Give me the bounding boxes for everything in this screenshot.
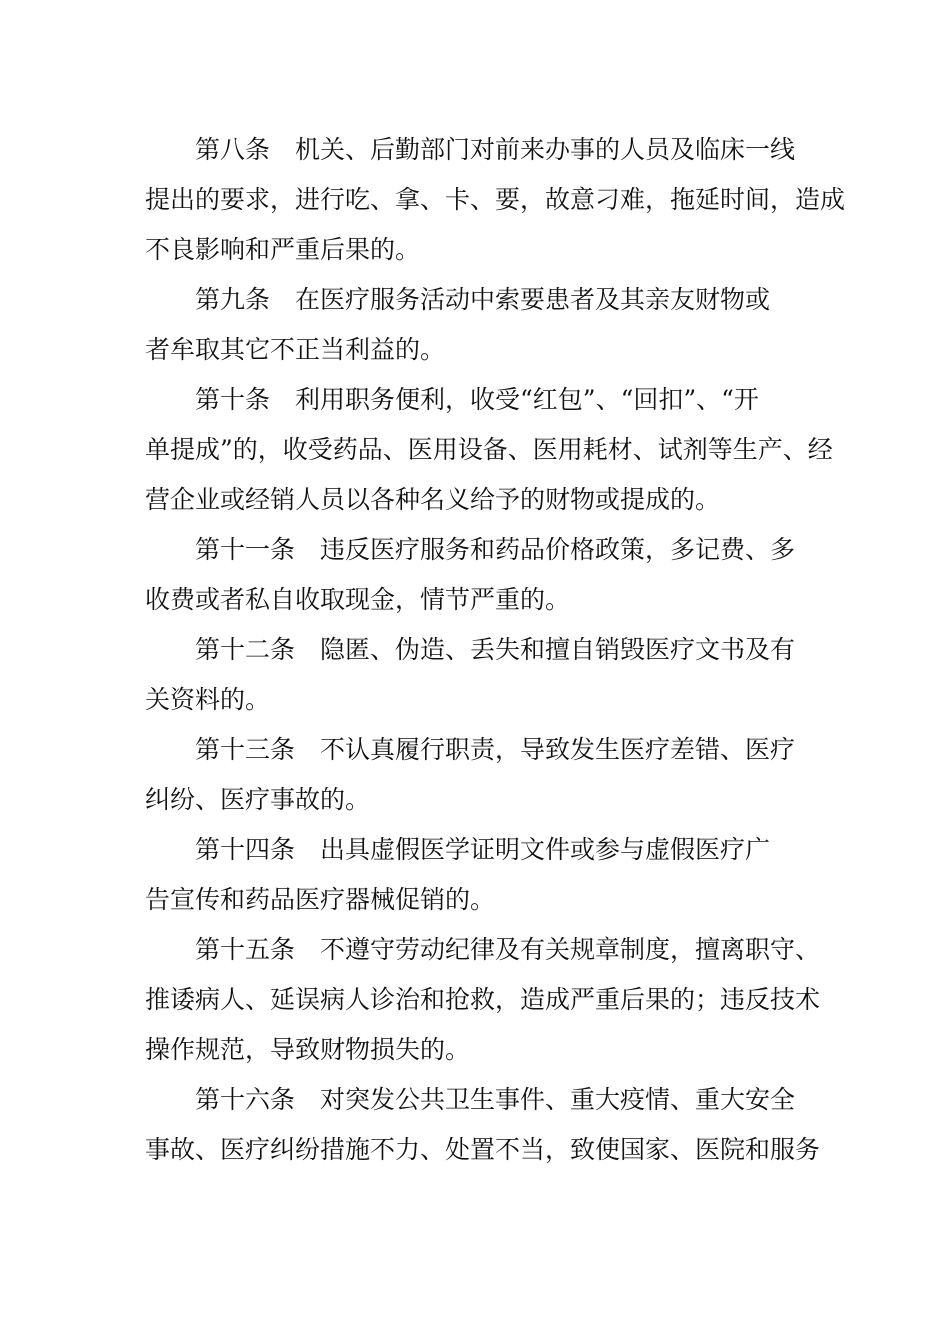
text-line: 收费或者私自收取现金，情节严重的。 [145,585,571,614]
text-line: 单提成”的，收受药品、医用设备、医用耗材、试剂等生产、经 [145,435,833,464]
text-line: 第八条 机关、后勤部门对前来办事的人员及临床一线 [145,135,796,164]
text-line: 提出的要求，进行吃、拿、卡、要，故意刁难，拖延时间，造成 [145,185,846,214]
text-line: 告宣传和药品医疗器械促销的。 [145,885,496,914]
text-line: 纠纷、医疗事故的。 [145,785,371,814]
text-line: 第十四条 出具虚假医学证明文件或参与虚假医疗广 [145,835,771,864]
text-line: 第十一条 违反医疗服务和药品价格政策，多记费、多 [145,535,796,564]
text-line: 者牟取其它不正当利益的。 [145,335,446,364]
text-line: 不良影响和严重后果的。 [145,235,421,264]
text-line: 关资料的。 [145,685,271,714]
text-line: 第十条 利用职务便利，收受“红包”、“回扣”、“开 [145,385,759,414]
text-line: 营企业或经销人员以各种名义给予的财物或提成的。 [145,485,721,514]
text-line: 事故、医疗纠纷措施不力、处置不当，致使国家、医院和服务 [145,1135,821,1164]
text-line: 第九条 在医疗服务活动中索要患者及其亲友财物或 [145,285,771,314]
text-line: 第十二条 隐匿、伪造、丢失和擅自销毁医疗文书及有 [145,635,796,664]
text-line: 第十六条 对突发公共卫生事件、重大疫情、重大安全 [145,1085,796,1114]
text-line: 推诿病人、延误病人诊治和抢救，造成严重后果的；违反技术 [145,985,821,1014]
text-line: 操作规范，导致财物损失的。 [145,1035,471,1064]
text-line: 第十五条 不遵守劳动纪律及有关规章制度，擅离职守、 [145,935,821,964]
text-line: 第十三条 不认真履行职责，导致发生医疗差错、医疗 [145,735,796,764]
